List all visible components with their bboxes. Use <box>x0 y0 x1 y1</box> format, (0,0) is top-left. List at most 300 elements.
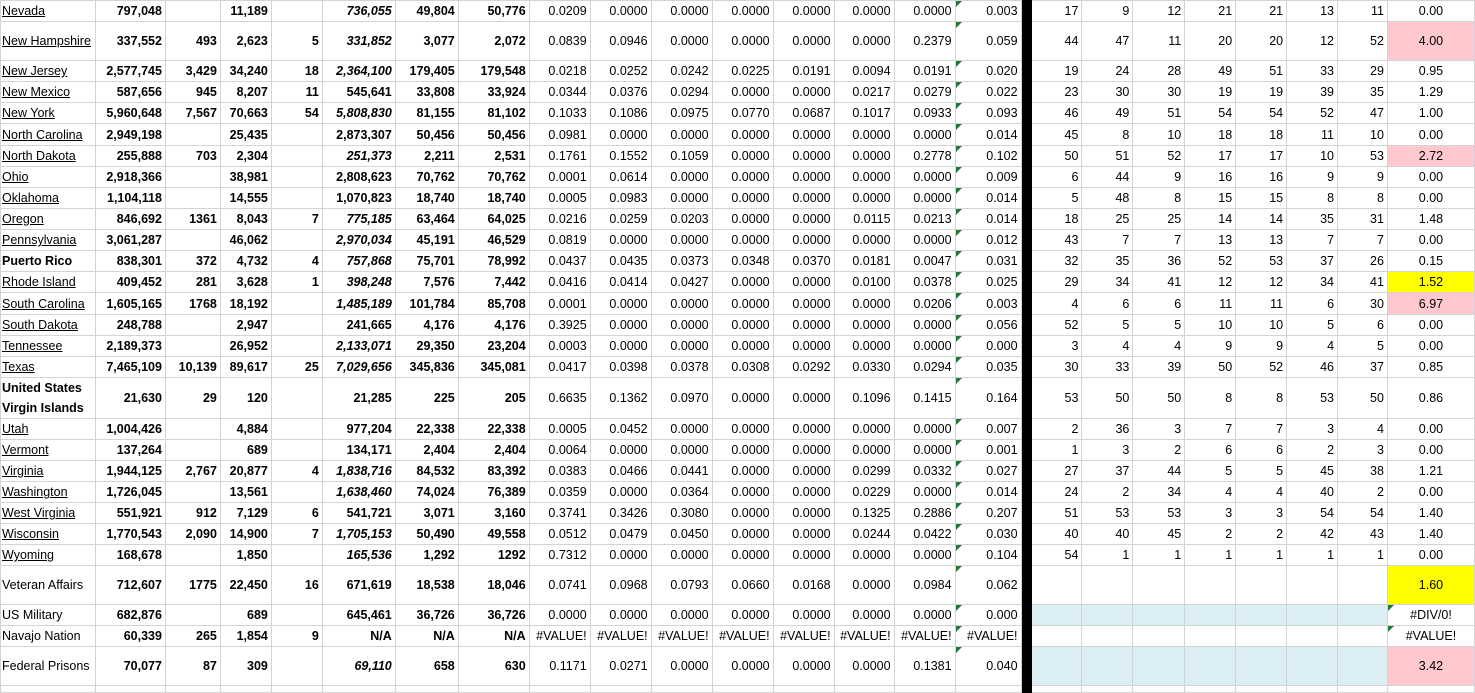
score-cell[interactable]: 0.009 <box>955 167 1021 188</box>
count-cell[interactable]: 3,429 <box>165 61 220 82</box>
count-cell[interactable]: 4,732 <box>220 251 271 272</box>
rate-cell[interactable]: 0.0000 <box>834 22 894 61</box>
rate-cell[interactable]: 0.6635 <box>529 378 590 419</box>
ratio-cell[interactable]: 4.00 <box>1387 22 1474 61</box>
count-cell[interactable]: 2,364,100 <box>322 61 395 82</box>
rate-cell[interactable]: 0.0000 <box>834 124 894 146</box>
rank-cell[interactable]: 40 <box>1287 482 1338 503</box>
rate-cell[interactable]: 0.0005 <box>529 419 590 440</box>
count-cell[interactable]: 2,133,071 <box>322 336 395 357</box>
count-cell[interactable] <box>271 605 322 626</box>
count-cell[interactable] <box>165 440 220 461</box>
rank-cell[interactable]: 18 <box>1185 124 1236 146</box>
count-cell[interactable]: 8,043 <box>220 209 271 230</box>
rank-cell[interactable]: 24 <box>1031 482 1082 503</box>
rank-cell[interactable]: 41 <box>1133 272 1185 293</box>
rank-cell[interactable]: 50 <box>1082 378 1133 419</box>
count-cell[interactable]: 7,567 <box>165 103 220 124</box>
rank-cell[interactable]: 53 <box>1031 378 1082 419</box>
rank-cell[interactable]: 4 <box>1031 293 1082 315</box>
region-link[interactable]: New Jersey <box>2 64 68 78</box>
region-name-cell[interactable] <box>1 146 96 167</box>
rate-cell[interactable]: 0.0416 <box>529 272 590 293</box>
count-cell[interactable]: 33,924 <box>458 82 529 103</box>
count-cell[interactable]: 20,877 <box>220 461 271 482</box>
count-cell[interactable]: 89,617 <box>220 357 271 378</box>
rank-cell[interactable]: 1 <box>1185 545 1236 566</box>
rank-cell[interactable] <box>1031 605 1082 626</box>
rate-cell[interactable]: 0.0000 <box>894 440 955 461</box>
count-cell[interactable]: 331,852 <box>322 22 395 61</box>
rate-cell[interactable]: 0.0741 <box>529 566 590 605</box>
count-cell[interactable]: 16 <box>271 566 322 605</box>
count-cell[interactable]: 74,024 <box>395 482 458 503</box>
rank-cell[interactable]: 12 <box>1287 22 1338 61</box>
region-name-cell[interactable] <box>1 61 96 82</box>
region-name-cell[interactable] <box>1 503 96 524</box>
count-cell[interactable]: 736,055 <box>322 1 395 22</box>
score-cell[interactable]: 0.000 <box>955 336 1021 357</box>
rank-cell[interactable]: 49 <box>1185 61 1236 82</box>
count-cell[interactable]: 38,981 <box>220 167 271 188</box>
count-cell[interactable]: 11,189 <box>220 1 271 22</box>
count-cell[interactable]: 22,338 <box>395 419 458 440</box>
count-cell[interactable]: 689 <box>220 440 271 461</box>
count-cell[interactable]: 70,762 <box>458 167 529 188</box>
rank-cell[interactable]: 14 <box>1185 209 1236 230</box>
count-cell[interactable]: 50,456 <box>458 124 529 146</box>
rate-cell[interactable]: 0.0000 <box>834 440 894 461</box>
rank-cell[interactable]: 12 <box>1236 272 1287 293</box>
rank-cell[interactable]: 10 <box>1133 124 1185 146</box>
count-cell[interactable]: 179,405 <box>395 61 458 82</box>
rate-cell[interactable]: 0.0000 <box>590 545 651 566</box>
count-cell[interactable]: 1292 <box>458 545 529 566</box>
region-name-cell[interactable] <box>1 482 96 503</box>
rate-cell[interactable]: 0.0000 <box>773 419 834 440</box>
count-cell[interactable]: 75,701 <box>395 251 458 272</box>
rate-cell[interactable]: 0.0437 <box>529 251 590 272</box>
rate-cell[interactable]: 0.0000 <box>651 1 712 22</box>
rank-cell[interactable]: 10 <box>1236 315 1287 336</box>
score-cell[interactable]: 0.102 <box>955 146 1021 167</box>
rank-cell[interactable]: 2 <box>1082 482 1133 503</box>
empty-cell[interactable] <box>220 686 271 693</box>
count-cell[interactable]: 7,576 <box>395 272 458 293</box>
rank-cell[interactable]: 33 <box>1287 61 1338 82</box>
rate-cell[interactable]: 0.0000 <box>894 482 955 503</box>
rank-cell[interactable]: 3 <box>1287 419 1338 440</box>
empty-cell[interactable] <box>271 686 322 693</box>
count-cell[interactable]: 34,240 <box>220 61 271 82</box>
region-link[interactable]: Wisconsin <box>2 527 59 541</box>
rate-cell[interactable]: 0.0000 <box>894 545 955 566</box>
rank-cell[interactable] <box>1082 626 1133 647</box>
region-link[interactable]: Utah <box>2 422 29 436</box>
rank-cell[interactable]: 7 <box>1287 230 1338 251</box>
count-cell[interactable]: 46,529 <box>458 230 529 251</box>
rank-cell[interactable]: 53 <box>1287 378 1338 419</box>
rate-cell[interactable]: 0.0308 <box>712 357 773 378</box>
rate-cell[interactable]: 0.0094 <box>834 61 894 82</box>
rank-cell[interactable] <box>1185 605 1236 626</box>
rank-cell[interactable]: 2 <box>1338 482 1388 503</box>
rank-cell[interactable]: 2 <box>1185 524 1236 545</box>
count-cell[interactable]: 1,004,426 <box>95 419 165 440</box>
rate-cell[interactable]: 0.0000 <box>590 605 651 626</box>
rate-cell[interactable]: 0.0000 <box>651 124 712 146</box>
rate-cell[interactable]: 0.0000 <box>834 293 894 315</box>
count-cell[interactable]: 309 <box>220 647 271 686</box>
count-cell[interactable]: 1775 <box>165 566 220 605</box>
rank-cell[interactable]: 52 <box>1031 315 1082 336</box>
ratio-cell[interactable]: 1.52 <box>1387 272 1474 293</box>
rank-cell[interactable]: 6 <box>1185 440 1236 461</box>
rank-cell[interactable]: 11 <box>1287 124 1338 146</box>
count-cell[interactable]: 2,767 <box>165 461 220 482</box>
count-cell[interactable] <box>271 336 322 357</box>
ratio-cell[interactable]: 0.00 <box>1387 482 1474 503</box>
rank-cell[interactable]: 52 <box>1185 251 1236 272</box>
region-link[interactable]: Rhode Island <box>2 275 76 289</box>
rate-cell[interactable]: 0.0000 <box>651 167 712 188</box>
rank-cell[interactable]: 39 <box>1287 82 1338 103</box>
rank-cell[interactable]: 53 <box>1133 503 1185 524</box>
count-cell[interactable] <box>271 545 322 566</box>
rate-cell[interactable]: 0.0000 <box>894 315 955 336</box>
region-name-cell[interactable] <box>1 230 96 251</box>
rate-cell[interactable]: 0.0244 <box>834 524 894 545</box>
rate-cell[interactable]: 0.0000 <box>773 1 834 22</box>
rank-cell[interactable]: 17 <box>1031 1 1082 22</box>
count-cell[interactable]: 29 <box>165 378 220 419</box>
rank-cell[interactable]: 29 <box>1031 272 1082 293</box>
rank-cell[interactable]: 30 <box>1082 82 1133 103</box>
rank-cell[interactable]: 3 <box>1185 503 1236 524</box>
count-cell[interactable]: 2,918,366 <box>95 167 165 188</box>
rank-cell[interactable]: 21 <box>1236 1 1287 22</box>
empty-cell[interactable] <box>712 686 773 693</box>
rank-cell[interactable] <box>1287 566 1338 605</box>
empty-cell[interactable] <box>1133 686 1185 693</box>
ratio-cell[interactable]: 0.85 <box>1387 357 1474 378</box>
count-cell[interactable]: N/A <box>458 626 529 647</box>
rank-cell[interactable]: 34 <box>1287 272 1338 293</box>
count-cell[interactable]: 551,921 <box>95 503 165 524</box>
count-cell[interactable] <box>165 482 220 503</box>
rate-cell[interactable]: #VALUE! <box>773 626 834 647</box>
rank-cell[interactable]: 3 <box>1236 503 1287 524</box>
rate-cell[interactable]: 0.0839 <box>529 22 590 61</box>
rate-cell[interactable]: 0.0000 <box>894 188 955 209</box>
count-cell[interactable]: 70,762 <box>395 167 458 188</box>
rank-cell[interactable]: 7 <box>1338 230 1388 251</box>
count-cell[interactable]: 23,204 <box>458 336 529 357</box>
count-cell[interactable] <box>271 230 322 251</box>
rank-cell[interactable] <box>1133 647 1185 686</box>
rate-cell[interactable]: 0.0983 <box>590 188 651 209</box>
count-cell[interactable]: 251,373 <box>322 146 395 167</box>
count-cell[interactable]: 1,726,045 <box>95 482 165 503</box>
rank-cell[interactable]: 31 <box>1338 209 1388 230</box>
count-cell[interactable] <box>165 605 220 626</box>
count-cell[interactable]: 36,726 <box>395 605 458 626</box>
count-cell[interactable]: 689 <box>220 605 271 626</box>
rate-cell[interactable]: 0.0364 <box>651 482 712 503</box>
rank-cell[interactable]: 19 <box>1236 82 1287 103</box>
count-cell[interactable]: 4 <box>271 461 322 482</box>
rate-cell[interactable]: 0.0512 <box>529 524 590 545</box>
rate-cell[interactable]: 0.0975 <box>651 103 712 124</box>
rate-cell[interactable]: 0.0181 <box>834 251 894 272</box>
count-cell[interactable]: 50,456 <box>395 124 458 146</box>
rate-cell[interactable]: 0.0000 <box>834 545 894 566</box>
region-link[interactable]: Virginia <box>2 464 44 478</box>
count-cell[interactable]: 85,708 <box>458 293 529 315</box>
rank-cell[interactable]: 8 <box>1133 188 1185 209</box>
rate-cell[interactable]: 0.0968 <box>590 566 651 605</box>
region-name-cell[interactable] <box>1 545 96 566</box>
rank-cell[interactable]: 21 <box>1185 1 1236 22</box>
count-cell[interactable]: N/A <box>322 626 395 647</box>
rank-cell[interactable]: 50 <box>1338 378 1388 419</box>
rate-cell[interactable]: 0.0217 <box>834 82 894 103</box>
rank-cell[interactable]: 30 <box>1031 357 1082 378</box>
empty-cell[interactable] <box>1338 686 1388 693</box>
rank-cell[interactable]: 33 <box>1082 357 1133 378</box>
region-link[interactable]: Oklahoma <box>2 191 59 205</box>
count-cell[interactable]: 50,776 <box>458 1 529 22</box>
rank-cell[interactable]: 52 <box>1287 103 1338 124</box>
count-cell[interactable] <box>271 188 322 209</box>
empty-cell[interactable] <box>322 686 395 693</box>
rank-cell[interactable]: 40 <box>1031 524 1082 545</box>
count-cell[interactable]: 134,171 <box>322 440 395 461</box>
count-cell[interactable]: 49,804 <box>395 1 458 22</box>
score-cell[interactable]: 0.012 <box>955 230 1021 251</box>
rank-cell[interactable]: 7 <box>1185 419 1236 440</box>
rank-cell[interactable]: 37 <box>1082 461 1133 482</box>
rate-cell[interactable]: 0.0414 <box>590 272 651 293</box>
count-cell[interactable]: 712,607 <box>95 566 165 605</box>
count-cell[interactable]: 797,048 <box>95 1 165 22</box>
rank-cell[interactable]: 5 <box>1185 461 1236 482</box>
rate-cell[interactable]: 0.0000 <box>712 22 773 61</box>
rate-cell[interactable]: 0.0000 <box>712 482 773 503</box>
rank-cell[interactable]: 25 <box>1082 209 1133 230</box>
count-cell[interactable]: 69,110 <box>322 647 395 686</box>
count-cell[interactable]: 3,071 <box>395 503 458 524</box>
rank-cell[interactable]: 47 <box>1338 103 1388 124</box>
rate-cell[interactable]: #VALUE! <box>651 626 712 647</box>
rate-cell[interactable]: 0.1171 <box>529 647 590 686</box>
rate-cell[interactable]: 0.0452 <box>590 419 651 440</box>
rate-cell[interactable]: 0.0252 <box>590 61 651 82</box>
rank-cell[interactable] <box>1338 566 1388 605</box>
rate-cell[interactable]: #VALUE! <box>529 626 590 647</box>
count-cell[interactable]: 1,070,823 <box>322 188 395 209</box>
score-cell[interactable]: 0.040 <box>955 647 1021 686</box>
count-cell[interactable]: 7,465,109 <box>95 357 165 378</box>
rate-cell[interactable]: 0.0000 <box>773 647 834 686</box>
rate-cell[interactable]: 0.0000 <box>712 167 773 188</box>
ratio-cell[interactable]: 0.00 <box>1387 230 1474 251</box>
region-name-cell[interactable] <box>1 251 96 272</box>
count-cell[interactable] <box>271 419 322 440</box>
rate-cell[interactable]: 0.0001 <box>529 293 590 315</box>
empty-cell[interactable] <box>651 686 712 693</box>
count-cell[interactable]: 1,292 <box>395 545 458 566</box>
count-cell[interactable]: 1 <box>271 272 322 293</box>
count-cell[interactable]: 1768 <box>165 293 220 315</box>
rate-cell[interactable]: 0.0047 <box>894 251 955 272</box>
count-cell[interactable]: 4,176 <box>395 315 458 336</box>
region-name-cell[interactable] <box>1 440 96 461</box>
count-cell[interactable]: 168,678 <box>95 545 165 566</box>
count-cell[interactable]: 29,350 <box>395 336 458 357</box>
rate-cell[interactable]: 0.0359 <box>529 482 590 503</box>
region-name-cell[interactable] <box>1 461 96 482</box>
rank-cell[interactable]: 44 <box>1082 167 1133 188</box>
region-link[interactable]: Ohio <box>2 170 29 184</box>
rate-cell[interactable]: 0.1096 <box>834 378 894 419</box>
rate-cell[interactable]: 0.0242 <box>651 61 712 82</box>
score-cell[interactable]: 0.014 <box>955 124 1021 146</box>
rank-cell[interactable]: 13 <box>1236 230 1287 251</box>
count-cell[interactable]: 5 <box>271 22 322 61</box>
ratio-cell[interactable]: 0.00 <box>1387 419 1474 440</box>
score-cell[interactable]: 0.027 <box>955 461 1021 482</box>
rate-cell[interactable]: 0.0687 <box>773 103 834 124</box>
rank-cell[interactable]: 11 <box>1133 22 1185 61</box>
rank-cell[interactable]: 13 <box>1185 230 1236 251</box>
rank-cell[interactable] <box>1287 647 1338 686</box>
count-cell[interactable]: 13,561 <box>220 482 271 503</box>
count-cell[interactable]: 2,577,745 <box>95 61 165 82</box>
score-cell[interactable]: 0.030 <box>955 524 1021 545</box>
rate-cell[interactable]: 0.0000 <box>651 419 712 440</box>
rank-cell[interactable]: 44 <box>1133 461 1185 482</box>
count-cell[interactable]: 46,062 <box>220 230 271 251</box>
rate-cell[interactable]: #VALUE! <box>590 626 651 647</box>
rank-cell[interactable]: 5 <box>1133 315 1185 336</box>
region-link[interactable]: Nevada <box>2 4 46 18</box>
rate-cell[interactable]: 0.0000 <box>712 315 773 336</box>
count-cell[interactable]: 846,692 <box>95 209 165 230</box>
rate-cell[interactable]: 0.0000 <box>834 146 894 167</box>
region-name-cell[interactable] <box>1 293 96 315</box>
rank-cell[interactable]: 54 <box>1236 103 1287 124</box>
count-cell[interactable]: 3,628 <box>220 272 271 293</box>
count-cell[interactable] <box>271 146 322 167</box>
rank-cell[interactable]: 44 <box>1031 22 1082 61</box>
count-cell[interactable]: 7 <box>271 209 322 230</box>
count-cell[interactable]: N/A <box>395 626 458 647</box>
rank-cell[interactable]: 53 <box>1082 503 1133 524</box>
rate-cell[interactable]: 0.2886 <box>894 503 955 524</box>
score-cell[interactable]: 0.093 <box>955 103 1021 124</box>
rate-cell[interactable]: 0.0000 <box>590 482 651 503</box>
rank-cell[interactable]: 37 <box>1287 251 1338 272</box>
rank-cell[interactable]: 20 <box>1185 22 1236 61</box>
rate-cell[interactable]: 0.0000 <box>651 315 712 336</box>
rate-cell[interactable]: 0.0450 <box>651 524 712 545</box>
count-cell[interactable]: 1,705,153 <box>322 524 395 545</box>
rate-cell[interactable]: 0.0292 <box>773 357 834 378</box>
rank-cell[interactable]: 51 <box>1031 503 1082 524</box>
score-cell[interactable]: 0.014 <box>955 482 1021 503</box>
count-cell[interactable]: 2,189,373 <box>95 336 165 357</box>
region-name-cell[interactable] <box>1 209 96 230</box>
count-cell[interactable]: 671,619 <box>322 566 395 605</box>
rank-cell[interactable]: 45 <box>1133 524 1185 545</box>
count-cell[interactable]: 912 <box>165 503 220 524</box>
rate-cell[interactable]: 0.0793 <box>651 566 712 605</box>
region-link[interactable]: Vermont <box>2 443 49 457</box>
count-cell[interactable]: 137,264 <box>95 440 165 461</box>
rank-cell[interactable]: 26 <box>1338 251 1388 272</box>
rank-cell[interactable]: 40 <box>1082 524 1133 545</box>
rank-cell[interactable]: 5 <box>1287 315 1338 336</box>
count-cell[interactable]: 3,077 <box>395 22 458 61</box>
rank-cell[interactable]: 30 <box>1338 293 1388 315</box>
rank-cell[interactable]: 36 <box>1082 419 1133 440</box>
rank-cell[interactable]: 49 <box>1082 103 1133 124</box>
rate-cell[interactable]: 0.0000 <box>894 336 955 357</box>
rate-cell[interactable]: 0.0000 <box>651 605 712 626</box>
rate-cell[interactable]: 0.0427 <box>651 272 712 293</box>
count-cell[interactable]: 265 <box>165 626 220 647</box>
rate-cell[interactable]: #VALUE! <box>834 626 894 647</box>
rate-cell[interactable]: 0.0064 <box>529 440 590 461</box>
rate-cell[interactable]: 0.0000 <box>773 167 834 188</box>
region-link[interactable]: Oregon <box>2 212 44 226</box>
rank-cell[interactable]: 11 <box>1338 1 1388 22</box>
rate-cell[interactable]: 0.0271 <box>590 647 651 686</box>
score-cell[interactable]: 0.035 <box>955 357 1021 378</box>
count-cell[interactable]: 14,555 <box>220 188 271 209</box>
rank-cell[interactable]: 9 <box>1236 336 1287 357</box>
rate-cell[interactable]: 0.0000 <box>712 293 773 315</box>
score-cell[interactable]: 0.014 <box>955 209 1021 230</box>
rate-cell[interactable]: 0.0000 <box>773 461 834 482</box>
rate-cell[interactable]: 0.0000 <box>834 1 894 22</box>
count-cell[interactable]: 18,740 <box>395 188 458 209</box>
count-cell[interactable]: 2,072 <box>458 22 529 61</box>
count-cell[interactable]: 703 <box>165 146 220 167</box>
rank-cell[interactable] <box>1031 647 1082 686</box>
count-cell[interactable]: 2,211 <box>395 146 458 167</box>
rank-cell[interactable]: 36 <box>1133 251 1185 272</box>
score-cell[interactable]: #VALUE! <box>955 626 1021 647</box>
rate-cell[interactable]: 0.0614 <box>590 167 651 188</box>
rate-cell[interactable]: 0.1761 <box>529 146 590 167</box>
count-cell[interactable]: 1,944,125 <box>95 461 165 482</box>
rank-cell[interactable]: 13 <box>1287 1 1338 22</box>
rank-cell[interactable] <box>1082 605 1133 626</box>
rate-cell[interactable]: 0.0378 <box>894 272 955 293</box>
rank-cell[interactable]: 4 <box>1133 336 1185 357</box>
count-cell[interactable]: 398,248 <box>322 272 395 293</box>
rank-cell[interactable] <box>1236 647 1287 686</box>
region-name-cell[interactable] <box>1 566 96 605</box>
ratio-cell[interactable]: 6.97 <box>1387 293 1474 315</box>
count-cell[interactable]: 120 <box>220 378 271 419</box>
count-cell[interactable]: 4,176 <box>458 315 529 336</box>
region-link[interactable]: Texas <box>2 360 35 374</box>
rank-cell[interactable]: 9 <box>1287 167 1338 188</box>
rank-cell[interactable]: 17 <box>1236 146 1287 167</box>
